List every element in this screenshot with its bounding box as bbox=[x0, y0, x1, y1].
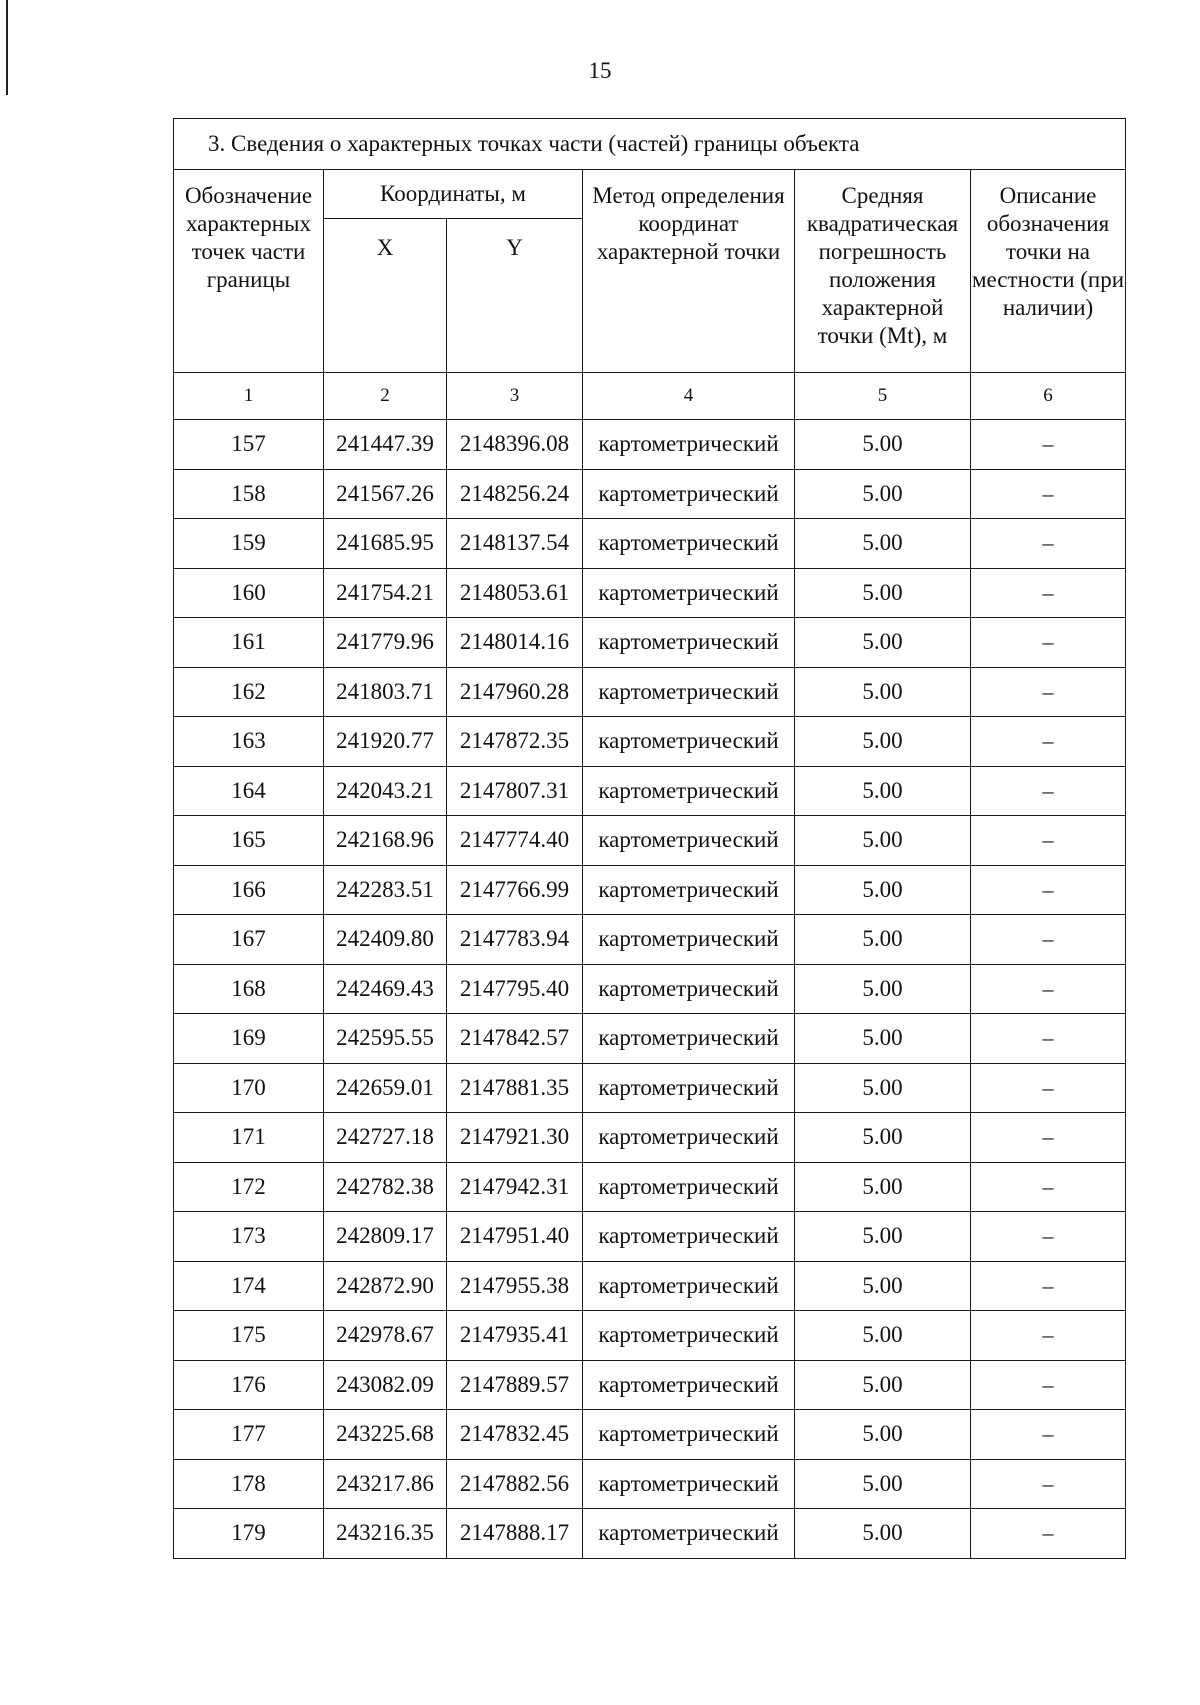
description-cell: – bbox=[971, 1261, 1126, 1311]
point-id-cell: 162 bbox=[174, 667, 324, 717]
method-cell: картометрический bbox=[583, 1509, 795, 1559]
error-cell: 5.00 bbox=[795, 1162, 971, 1212]
table-row bbox=[174, 865, 1126, 915]
table-row bbox=[174, 1113, 1126, 1163]
coord-y-cell: 2147832.45 bbox=[447, 1410, 583, 1460]
coord-x-cell: 243225.68 bbox=[324, 1410, 447, 1460]
coord-x-cell: 242043.21 bbox=[324, 766, 447, 816]
table-body bbox=[174, 420, 1126, 1559]
error-cell: 5.00 bbox=[795, 1509, 971, 1559]
header-x: X bbox=[324, 219, 447, 373]
coord-x-cell: 242283.51 bbox=[324, 865, 447, 915]
description-cell: – bbox=[971, 1014, 1126, 1064]
coord-y-cell: 2147774.40 bbox=[447, 816, 583, 866]
table-row bbox=[174, 568, 1126, 618]
description-cell: – bbox=[971, 1509, 1126, 1559]
coord-x-cell: 243082.09 bbox=[324, 1360, 447, 1410]
table-row bbox=[174, 1360, 1126, 1410]
point-id-cell: 159 bbox=[174, 519, 324, 569]
description-cell: – bbox=[971, 717, 1126, 767]
error-cell: 5.00 bbox=[795, 1261, 971, 1311]
method-cell: картометрический bbox=[583, 1063, 795, 1113]
description-cell: – bbox=[971, 766, 1126, 816]
coord-x-cell: 241779.96 bbox=[324, 618, 447, 668]
method-cell: картометрический bbox=[583, 865, 795, 915]
point-id-cell: 175 bbox=[174, 1311, 324, 1361]
description-cell: – bbox=[971, 1113, 1126, 1163]
method-cell: картометрический bbox=[583, 1459, 795, 1509]
coord-x-cell: 242782.38 bbox=[324, 1162, 447, 1212]
method-cell: картометрический bbox=[583, 816, 795, 866]
column-number: 2 bbox=[324, 373, 447, 420]
point-id-cell: 158 bbox=[174, 469, 324, 519]
coord-y-cell: 2147766.99 bbox=[447, 865, 583, 915]
table-row bbox=[174, 420, 1126, 470]
table-row bbox=[174, 618, 1126, 668]
point-id-cell: 174 bbox=[174, 1261, 324, 1311]
column-number: 1 bbox=[174, 373, 324, 420]
method-cell: картометрический bbox=[583, 1360, 795, 1410]
description-cell: – bbox=[971, 519, 1126, 569]
coord-x-cell: 242595.55 bbox=[324, 1014, 447, 1064]
method-cell: картометрический bbox=[583, 1311, 795, 1361]
coord-y-cell: 2147842.57 bbox=[447, 1014, 583, 1064]
error-cell: 5.00 bbox=[795, 915, 971, 965]
error-cell: 5.00 bbox=[795, 1311, 971, 1361]
point-id-cell: 170 bbox=[174, 1063, 324, 1113]
description-cell: – bbox=[971, 420, 1126, 470]
table-row bbox=[174, 766, 1126, 816]
coord-y-cell: 2147888.17 bbox=[447, 1509, 583, 1559]
description-cell: – bbox=[971, 667, 1126, 717]
header-description: Описание обозначения точки на местности (при наличии) bbox=[971, 170, 1126, 373]
header-point: Обозначение характерных точек части границы bbox=[174, 170, 324, 373]
coord-y-cell: 2147921.30 bbox=[447, 1113, 583, 1163]
coord-x-cell: 242409.80 bbox=[324, 915, 447, 965]
header-y: Y bbox=[447, 219, 583, 373]
table-row bbox=[174, 1459, 1126, 1509]
header-coords: Координаты, м bbox=[324, 170, 583, 219]
description-cell: – bbox=[971, 1063, 1126, 1113]
coord-x-cell: 241685.95 bbox=[324, 519, 447, 569]
table-row bbox=[174, 1261, 1126, 1311]
error-cell: 5.00 bbox=[795, 1410, 971, 1460]
error-cell: 5.00 bbox=[795, 1113, 971, 1163]
coord-y-cell: 2147807.31 bbox=[447, 766, 583, 816]
table-row bbox=[174, 667, 1126, 717]
error-cell: 5.00 bbox=[795, 1360, 971, 1410]
section-title: 3. Сведения о характерных точках части (частей) границы объекта bbox=[174, 119, 1126, 170]
error-cell: 5.00 bbox=[795, 667, 971, 717]
error-cell: 5.00 bbox=[795, 1212, 971, 1262]
point-id-cell: 161 bbox=[174, 618, 324, 668]
method-cell: картометрический bbox=[583, 420, 795, 470]
point-id-cell: 164 bbox=[174, 766, 324, 816]
header-error: Средняя квадратическая погрешность положения характерной точки (Mt), м bbox=[795, 170, 971, 373]
coord-y-cell: 2148137.54 bbox=[447, 519, 583, 569]
error-cell: 5.00 bbox=[795, 519, 971, 569]
point-id-cell: 177 bbox=[174, 1410, 324, 1460]
coord-x-cell: 242727.18 bbox=[324, 1113, 447, 1163]
header-method: Метод определения координат характерной точки bbox=[583, 170, 795, 373]
method-cell: картометрический bbox=[583, 1113, 795, 1163]
method-cell: картометрический bbox=[583, 618, 795, 668]
coord-y-cell: 2148014.16 bbox=[447, 618, 583, 668]
error-cell: 5.00 bbox=[795, 420, 971, 470]
description-cell: – bbox=[971, 964, 1126, 1014]
coord-x-cell: 243216.35 bbox=[324, 1509, 447, 1559]
coord-y-cell: 2147795.40 bbox=[447, 964, 583, 1014]
coord-y-cell: 2148396.08 bbox=[447, 420, 583, 470]
column-number: 4 bbox=[583, 373, 795, 420]
table-row bbox=[174, 1509, 1126, 1559]
method-cell: картометрический bbox=[583, 1014, 795, 1064]
description-cell: – bbox=[971, 1311, 1126, 1361]
method-cell: картометрический bbox=[583, 964, 795, 1014]
page-number: 15 bbox=[588, 58, 612, 83]
coord-y-cell: 2147881.35 bbox=[447, 1063, 583, 1113]
point-id-cell: 157 bbox=[174, 420, 324, 470]
coord-y-cell: 2148256.24 bbox=[447, 469, 583, 519]
table-row bbox=[174, 915, 1126, 965]
description-cell: – bbox=[971, 469, 1126, 519]
coord-x-cell: 242872.90 bbox=[324, 1261, 447, 1311]
method-cell: картометрический bbox=[583, 667, 795, 717]
description-cell: – bbox=[971, 1212, 1126, 1262]
coord-y-cell: 2147935.41 bbox=[447, 1311, 583, 1361]
coord-y-cell: 2147783.94 bbox=[447, 915, 583, 965]
error-cell: 5.00 bbox=[795, 816, 971, 866]
description-cell: – bbox=[971, 1360, 1126, 1410]
column-number: 5 bbox=[795, 373, 971, 420]
description-cell: – bbox=[971, 816, 1126, 866]
method-cell: картометрический bbox=[583, 1212, 795, 1262]
coord-x-cell: 242469.43 bbox=[324, 964, 447, 1014]
coord-x-cell: 242809.17 bbox=[324, 1212, 447, 1262]
coord-x-cell: 241567.26 bbox=[324, 469, 447, 519]
point-id-cell: 163 bbox=[174, 717, 324, 767]
error-cell: 5.00 bbox=[795, 1063, 971, 1113]
table-row bbox=[174, 1212, 1126, 1262]
error-cell: 5.00 bbox=[795, 865, 971, 915]
column-number: 3 bbox=[447, 373, 583, 420]
coord-y-cell: 2148053.61 bbox=[447, 568, 583, 618]
description-cell: – bbox=[971, 1162, 1126, 1212]
method-cell: картометрический bbox=[583, 1261, 795, 1311]
description-cell: – bbox=[971, 568, 1126, 618]
point-id-cell: 176 bbox=[174, 1360, 324, 1410]
coord-x-cell: 241447.39 bbox=[324, 420, 447, 470]
coord-x-cell: 242659.01 bbox=[324, 1063, 447, 1113]
description-cell: – bbox=[971, 618, 1126, 668]
table-row bbox=[174, 469, 1126, 519]
method-cell: картометрический bbox=[583, 766, 795, 816]
method-cell: картометрический bbox=[583, 568, 795, 618]
table-row bbox=[174, 1162, 1126, 1212]
description-cell: – bbox=[971, 1459, 1126, 1509]
description-cell: – bbox=[971, 1410, 1126, 1460]
method-cell: картометрический bbox=[583, 469, 795, 519]
coord-x-cell: 241920.77 bbox=[324, 717, 447, 767]
table-row bbox=[174, 1014, 1126, 1064]
column-number-row bbox=[174, 373, 1126, 420]
table-row bbox=[174, 964, 1126, 1014]
error-cell: 5.00 bbox=[795, 618, 971, 668]
table-row bbox=[174, 1063, 1126, 1113]
coord-y-cell: 2147872.35 bbox=[447, 717, 583, 767]
boundary-points-table bbox=[173, 118, 1126, 1559]
point-id-cell: 166 bbox=[174, 865, 324, 915]
coord-y-cell: 2147889.57 bbox=[447, 1360, 583, 1410]
method-cell: картометрический bbox=[583, 717, 795, 767]
coord-y-cell: 2147942.31 bbox=[447, 1162, 583, 1212]
coord-x-cell: 242978.67 bbox=[324, 1311, 447, 1361]
error-cell: 5.00 bbox=[795, 1014, 971, 1064]
error-cell: 5.00 bbox=[795, 469, 971, 519]
description-cell: – bbox=[971, 865, 1126, 915]
coord-x-cell: 243217.86 bbox=[324, 1459, 447, 1509]
error-cell: 5.00 bbox=[795, 766, 971, 816]
method-cell: картометрический bbox=[583, 1410, 795, 1460]
table-row bbox=[174, 1311, 1126, 1361]
point-id-cell: 169 bbox=[174, 1014, 324, 1064]
description-cell: – bbox=[971, 915, 1126, 965]
point-id-cell: 172 bbox=[174, 1162, 324, 1212]
table-row bbox=[174, 816, 1126, 866]
coord-y-cell: 2147882.56 bbox=[447, 1459, 583, 1509]
coord-y-cell: 2147960.28 bbox=[447, 667, 583, 717]
point-id-cell: 178 bbox=[174, 1459, 324, 1509]
method-cell: картометрический bbox=[583, 519, 795, 569]
error-cell: 5.00 bbox=[795, 717, 971, 767]
point-id-cell: 165 bbox=[174, 816, 324, 866]
error-cell: 5.00 bbox=[795, 964, 971, 1014]
method-cell: картометрический bbox=[583, 915, 795, 965]
error-cell: 5.00 bbox=[795, 1459, 971, 1509]
point-id-cell: 167 bbox=[174, 915, 324, 965]
point-id-cell: 168 bbox=[174, 964, 324, 1014]
coord-x-cell: 242168.96 bbox=[324, 816, 447, 866]
coord-y-cell: 2147951.40 bbox=[447, 1212, 583, 1262]
table-row bbox=[174, 1410, 1126, 1460]
point-id-cell: 179 bbox=[174, 1509, 324, 1559]
coord-x-cell: 241803.71 bbox=[324, 667, 447, 717]
point-id-cell: 173 bbox=[174, 1212, 324, 1262]
table-row bbox=[174, 519, 1126, 569]
table-row bbox=[174, 717, 1126, 767]
error-cell: 5.00 bbox=[795, 568, 971, 618]
coord-x-cell: 241754.21 bbox=[324, 568, 447, 618]
point-id-cell: 171 bbox=[174, 1113, 324, 1163]
point-id-cell: 160 bbox=[174, 568, 324, 618]
coord-y-cell: 2147955.38 bbox=[447, 1261, 583, 1311]
column-number: 6 bbox=[971, 373, 1126, 420]
method-cell: картометрический bbox=[583, 1162, 795, 1212]
